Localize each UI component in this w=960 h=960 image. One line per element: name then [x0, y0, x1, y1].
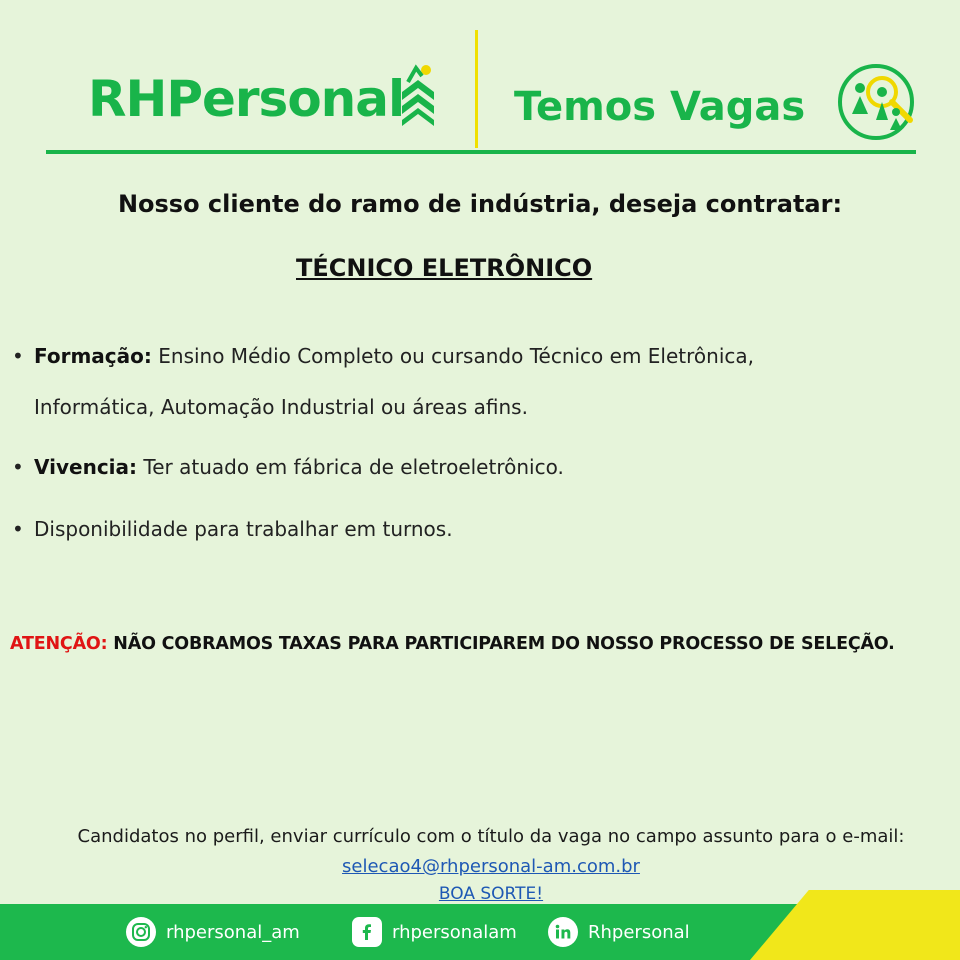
instagram-handle: rhpersonal_am	[166, 921, 300, 943]
requirement-experience	[12, 455, 564, 479]
notice-lead: ATENÇÃO:	[10, 634, 108, 654]
fee-notice	[10, 634, 895, 654]
bullet: •	[12, 455, 24, 479]
social-instagram[interactable]	[126, 917, 300, 947]
linkedin-handle: Rhpersonal	[588, 921, 690, 943]
bullet: •	[12, 344, 24, 368]
search-people-icon	[836, 62, 920, 142]
requirement-availability	[12, 517, 453, 541]
requirement-education	[12, 344, 754, 368]
requirement-label: Vivencia:	[34, 455, 138, 479]
header-divider	[475, 30, 478, 148]
facebook-handle: rhpersonalam	[392, 921, 517, 943]
notice-text: NÃO COBRAMOS TAXAS PARA PARTICIPAREM DO NOSSO PROCESSO DE SELEÇÃO.	[113, 634, 895, 654]
good-luck-link[interactable]: BOA SORTE!	[438, 884, 544, 904]
job-title: TÉCNICO ELETRÔNICO	[296, 254, 593, 282]
email-link[interactable]: selecao4@rhpersonal-am.com.br	[342, 856, 640, 877]
requirement-text: Ter atuado em fábrica de eletroeletrônico.	[143, 455, 564, 479]
facebook-icon	[352, 917, 382, 947]
requirement-education-continuation: Informática, Automação Industrial ou áreas afins.	[34, 395, 528, 419]
requirement-text: Disponibilidade para trabalhar em turnos.	[34, 517, 453, 541]
brand-logo-text: RHPersonal	[88, 70, 405, 128]
social-linkedin[interactable]	[548, 917, 690, 947]
brand-chevrons-icon	[398, 62, 438, 126]
header-rule	[46, 150, 916, 154]
instagram-icon	[126, 917, 156, 947]
header-tagline: Temos Vagas	[514, 84, 806, 130]
bullet: •	[12, 517, 24, 541]
requirement-label: Formação:	[34, 344, 152, 368]
intro-text: Nosso cliente do ramo de indústria, deseja contratar:	[117, 190, 843, 218]
social-facebook[interactable]	[352, 917, 517, 947]
requirement-text: Ensino Médio Completo ou cursando Técnico em Eletrônica,	[158, 344, 754, 368]
email-container	[0, 856, 960, 877]
application-instructions: Candidatos no perfil, enviar currículo com o título da vaga no campo assunto para o e-mail:	[77, 826, 905, 847]
linkedin-icon	[548, 917, 578, 947]
